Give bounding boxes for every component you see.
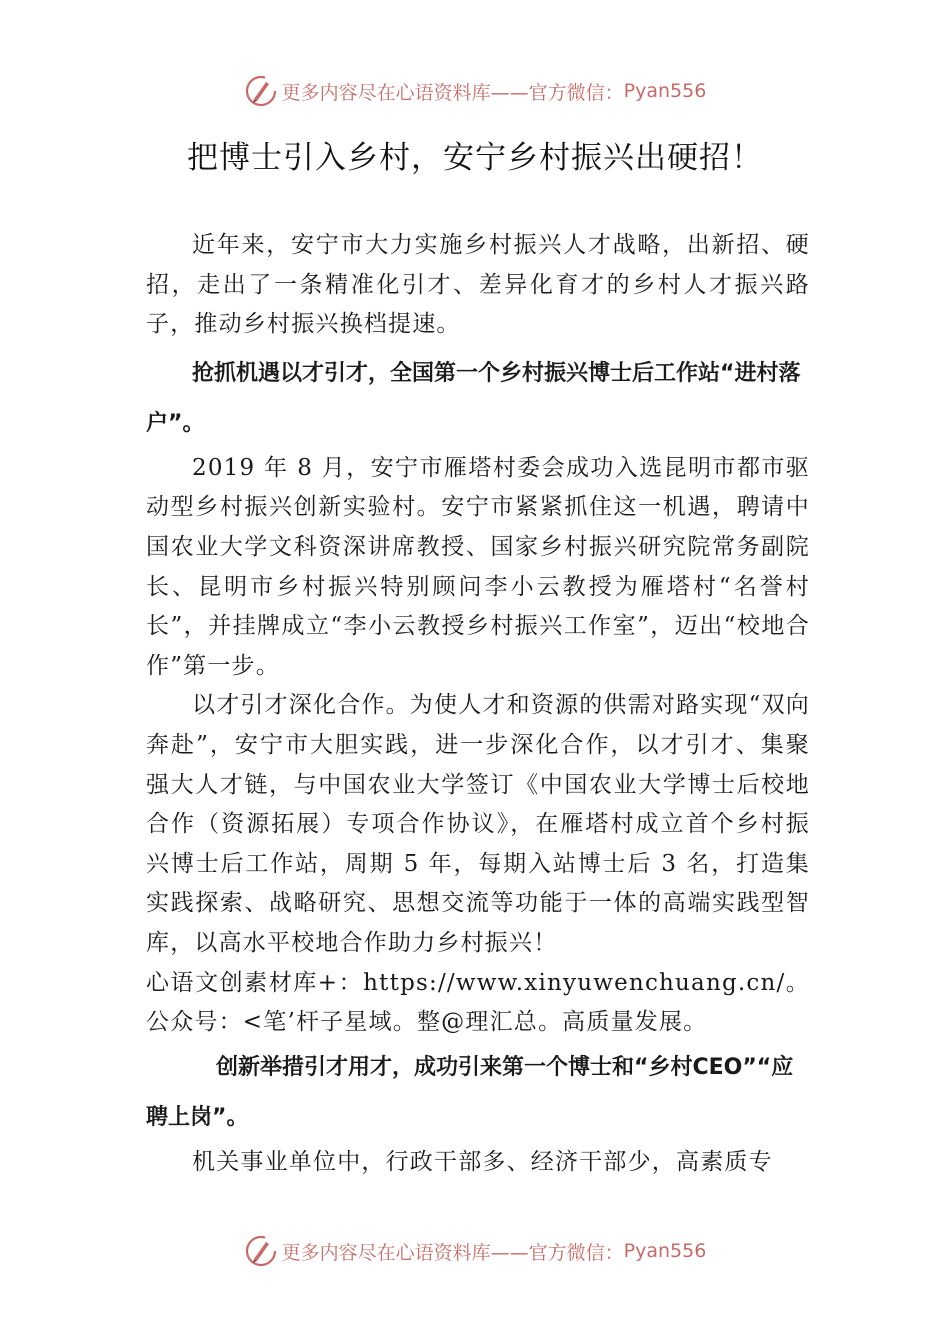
promo-line: 心语文创素材库+：https://www.xinyuwenchuang.cn/。公众号：<笔’杆子星域。整@理汇总。高质量发展。 [146, 969, 810, 1036]
paragraph-2: 以才引才深化合作。为使人才和资源的供需对路实现“双向奔赴”，安宁市大胆实践，进一步深化合作，以才引才、集聚强大人才链，与中国农业大学签订《中国农业大学博士后校地合作（资源拓展）专项合作协议》，在雁塔村成立首个乡村振兴博士后工作站，周期 5 年，每期入站博士后 3 名，打造集实践探索、战略研究、思想交流等功能于一体的高端实践型智库，以高水平校地合作助力乡村振兴！ [146, 692, 810, 956]
paragraph-3: 机关事业单位中，行政干部多、经济干部少，高素质专 [192, 1148, 773, 1175]
pen-logo-icon [244, 1234, 278, 1268]
section-heading-2: 创新举措引才用才，成功引来第一个博士和“乡村CEO”“应聘上岗”。 [146, 1054, 794, 1130]
watermark-id: Pyan556 [623, 80, 707, 102]
watermark-header [0, 74, 950, 108]
pen-logo-icon [244, 74, 278, 108]
paragraph-intro: 近年来，安宁市大力实施乡村振兴人才战略，出新招、硬招，走出了一条精准化引才、差异化育才的乡村人才振兴路子，推动乡村振兴换档提速。 [146, 232, 810, 338]
article-title: 把博士引入乡村，安宁乡村振兴出硬招！ [187, 140, 763, 176]
watermark-text: 更多内容尽在心语资料库——官方微信： [281, 1241, 624, 1264]
article-body [146, 226, 810, 1182]
watermark-footer [0, 1234, 950, 1268]
paragraph-1: 2019 年 8 月，安宁市雁塔村委会成功入选昆明市都市驱动型乡村振兴创新实验村。安宁市紧紧抓住这一机遇，聘请中国农业大学文科资深讲席教授、国家乡村振兴研究院常务副院长、昆明市乡村振兴特别顾问李小云教授为雁塔村“名誉村长”，并挂牌成立“李小云教授乡村振兴工作室”，迈出“校地合作”第一步。 [146, 454, 810, 679]
section-heading-1: 抢抓机遇以才引才，全国第一个乡村振兴博士后工作站“进村落户”。 [146, 360, 801, 436]
watermark-id: Pyan556 [623, 1240, 707, 1262]
watermark-text: 更多内容尽在心语资料库——官方微信： [281, 81, 624, 104]
